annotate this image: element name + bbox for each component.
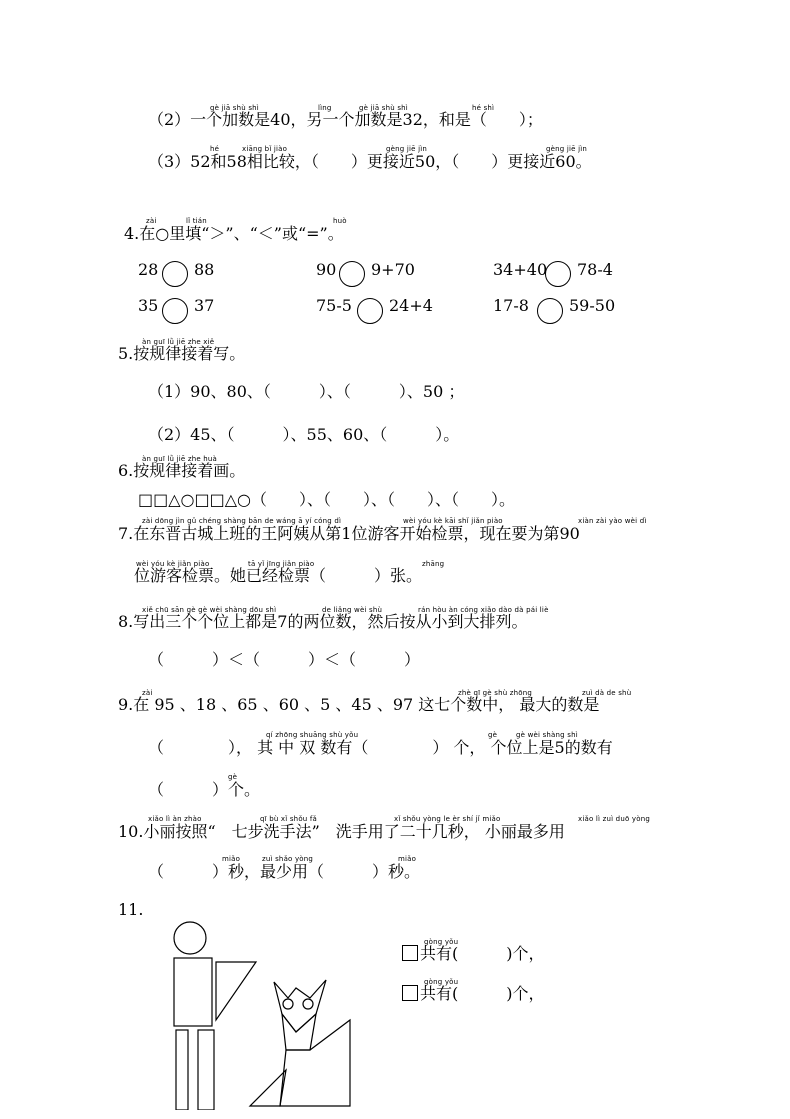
question-6-title: 6.按规律接着画。 (118, 461, 246, 480)
question-10-line-2: （ ）秒，最少用（ ）秒。 (148, 862, 421, 881)
pinyin: wèi yóu kè jiǎn piào (136, 560, 210, 568)
pinyin: gè jiā shù shì (210, 104, 259, 112)
pinyin: gè wèi shàng shì (516, 731, 578, 739)
expr: 90 (316, 260, 337, 279)
question-10-line-1: 10.小丽按照“ 七步洗手法” 洗手用了二十几秒， 小丽最多用 (118, 822, 565, 841)
question-5-title: 5.按规律接着写。 (118, 344, 246, 363)
answer-circle[interactable] (357, 298, 383, 324)
question-9-line-2: （ ）， 其 中 双 数有（ ） 个， 个位上是5的数有 (148, 738, 613, 757)
question-8-line-1: 8.写出三个个位上都是7的两位数，然后按从小到大排列。 (118, 612, 528, 631)
question-7-line-1: 7.在东晋古城上班的王阿姨从第1位游客开始检票，现在要为第90 (118, 524, 580, 543)
question-5-sub-2: （2）45、（ ）、55、60、（ ）。 (148, 425, 460, 444)
pinyin: hé (210, 145, 220, 153)
answer-circle[interactable] (537, 298, 563, 324)
rectangle-shape-icon (402, 945, 418, 961)
question-9-line-1: 9.在 95 、18 、65 、60 、5 、45 、97 这七个数中， 最大的数是 (118, 695, 600, 714)
pinyin: zài dōng jìn gǔ chéng shàng bān de wáng ā yí cóng dì (142, 517, 342, 525)
answer-circle[interactable] (339, 261, 365, 287)
pinyin: zài (142, 689, 153, 697)
expr: 78-4 (577, 260, 613, 279)
pinyin: zài (146, 217, 157, 225)
pinyin: wèi yóu kè kāi shǐ jiǎn piào (403, 517, 503, 525)
pinyin: qī bù xǐ shǒu fǎ (260, 815, 318, 823)
expr: 59-50 (569, 296, 616, 315)
question-3-sub-2: （2）一个加数是40，另一个加数是32，和是（ ）； (148, 110, 543, 129)
expr: 34+40 (493, 260, 548, 279)
pinyin: xiǎo lì zuì duō yòng (578, 815, 650, 823)
pinyin: lǐ tián (186, 217, 207, 225)
pinyin: xiàn zài yào wèi dì (578, 517, 647, 525)
expr: 17-8 (493, 296, 529, 315)
question-4-title: 4.在○里填“＞”、“＜”或“=”。 (124, 224, 344, 243)
question-7-line-2: 位游客检票。她已经检票（ ）张。 (134, 566, 423, 585)
pinyin: xiě chū sān gè gè wèi shàng dōu shì (142, 606, 277, 614)
expr: 37 (194, 296, 215, 315)
pinyin: gòng yǒu (424, 938, 459, 946)
question-11-line-1 (402, 944, 545, 964)
pinyin: zhè qī gè shù zhōng (458, 689, 533, 697)
pinyin: hé shì (472, 104, 495, 112)
pinyin: xiāng bǐ jiào (242, 145, 288, 153)
answer-circle[interactable] (162, 261, 188, 287)
question-6-shapes: □□△○□□△○（ ）、（ ）、（ ）、（ ）。 (138, 490, 516, 509)
pinyin: lìng (318, 104, 332, 112)
pinyin: de liǎng wèi shù (322, 606, 383, 614)
expr: 75-5 (316, 296, 352, 315)
expr: 28 (138, 260, 159, 279)
answer-circle[interactable] (162, 298, 188, 324)
pinyin: gè (488, 731, 498, 739)
pinyin: rán hòu àn cóng xiǎo dào dà pái liè (418, 606, 549, 614)
pinyin: gèng jiē jìn (546, 145, 588, 153)
pinyin: gè (228, 773, 238, 781)
expr: 88 (194, 260, 215, 279)
pinyin: miǎo (222, 855, 241, 863)
pinyin: zhāng (422, 560, 445, 568)
question-9-line-3: （ ）个。 (148, 780, 261, 799)
question-11-number: 11. (118, 900, 144, 919)
pinyin: àn guī lǜ jiē zhe huà (142, 455, 218, 463)
pinyin: zuì shǎo yòng (262, 855, 314, 863)
pinyin: huò (333, 217, 347, 225)
tangram-figure (160, 920, 360, 1110)
square-shape-icon (402, 985, 418, 1001)
pinyin: xiǎo lì àn zhào (148, 815, 202, 823)
pinyin: xǐ shǒu yòng le èr shí jǐ miǎo (394, 815, 501, 823)
question-5-sub-1: （1）90、80、（ ）、（ ）、50 ； (148, 382, 465, 401)
count-label: 共有( )个， (420, 984, 545, 1003)
pinyin: àn guī lǜ jiē zhe xiě (142, 338, 215, 346)
pinyin: zuì dà de shù (582, 689, 632, 697)
pinyin: gèng jiē jìn (386, 145, 428, 153)
pinyin: miǎo (398, 855, 417, 863)
count-label: 共有( )个， (420, 944, 545, 963)
pinyin: gòng yǒu (424, 978, 459, 986)
pinyin: gè jiā shù shì (359, 104, 408, 112)
answer-circle[interactable] (545, 261, 571, 287)
question-3-sub-3: （3）52和58相比较，（ ）更接近50，（ ）更接近60。 (148, 152, 592, 171)
expr: 24+4 (389, 296, 433, 315)
pinyin: qí zhōng shuāng shù yǒu (266, 731, 359, 739)
expr: 9+70 (371, 260, 415, 279)
expr: 35 (138, 296, 159, 315)
question-8-answers: （ ）＜（ ）＜（ ） (148, 650, 421, 669)
pinyin: tā yǐ jīng jiǎn piào (248, 560, 315, 568)
question-11-line-2 (402, 984, 545, 1004)
